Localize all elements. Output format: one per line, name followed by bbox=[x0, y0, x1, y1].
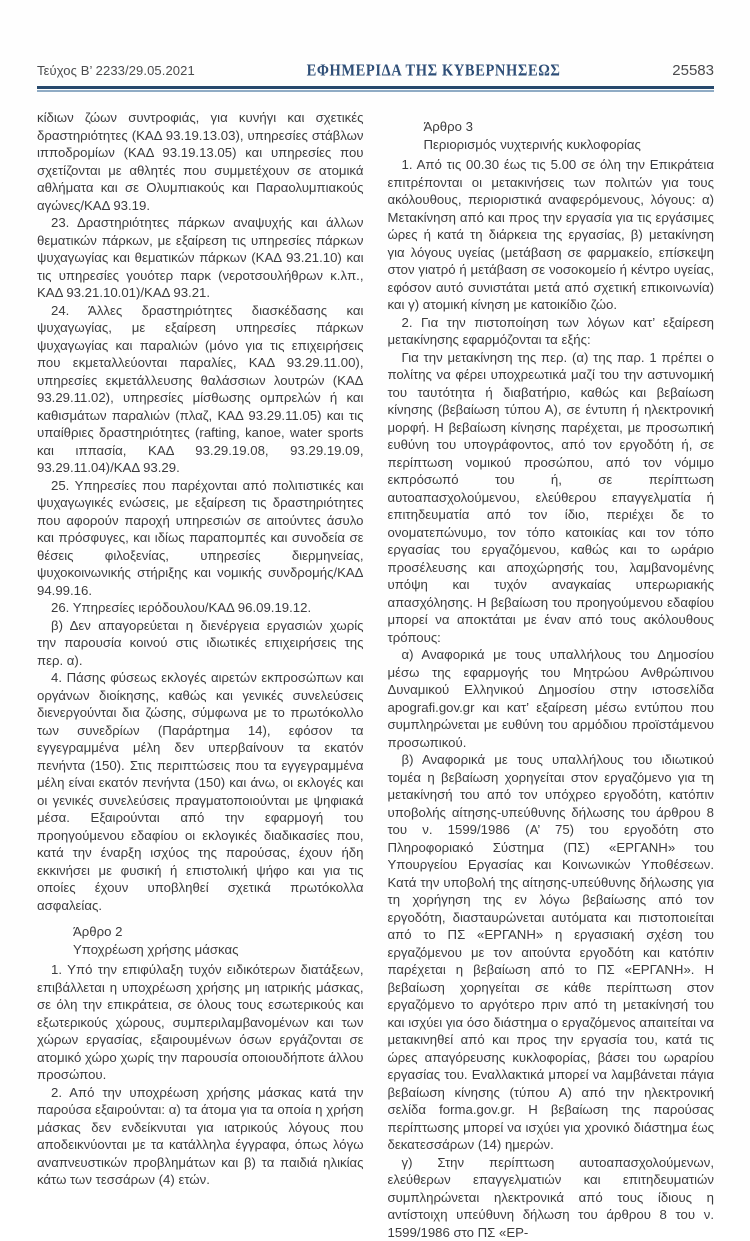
article-heading: Άρθρο 3 bbox=[388, 118, 715, 136]
left-column bbox=[37, 109, 364, 1190]
article-heading: Περιορισμός νυχτερινής κυκλοφορίας bbox=[388, 136, 715, 154]
paragraph: 26. Υπηρεσίες ιερόδουλου/ΚΑΔ 96.09.19.12. bbox=[37, 599, 364, 617]
paragraph: 1. Από τις 00.30 έως τις 5.00 σε όλη την Επικράτεια επιτρέπονται οι μετακινήσεις των πολιτών για τους ακόλουθους, περιοριστικά αναφερόμενους, λόγους: α) Μετακίνηση από και προς την εργασία για τις εργάσιμες ώρες ή κατά τη διάρκεια της εργασίας, β) μετακίνηση για λόγους υγείας (μετάβαση σε φαρμακείο, επίσκεψη στον γιατρό ή μετάβαση σε νοσοκομείο ή κέντρο υγείας, εφόσον αυτό συνιστάται μετά από σχετική επικοινωνία) και γ) ατομική κίνηση με κατοικίδιο ζώο. bbox=[388, 156, 715, 314]
paragraph: β) Δεν απαγορεύεται η διενέργεια εργασιών χωρίς την παρουσία κοινού στις ιδιωτικές επιχειρήσεις της περ. α). bbox=[37, 617, 364, 670]
paragraph: 2. Για την πιστοποίηση των λόγων κατ’ εξαίρεση μετακίνησης εφαρμόζονται τα εξής: bbox=[388, 314, 715, 349]
paragraph: γ) Στην περίπτωση αυτοαπασχολούμενων, ελεύθερων επαγγελματιών και επιτηδευματιών συμπληρώνεται ηλεκτρονικά από τους ίδιους η αντίστοιχη υπεύθυνη δήλωση του άρθρου 8 του ν. 1599/1986 στο ΠΣ «ΕΡ- bbox=[388, 1154, 715, 1241]
paragraph: 23. Δραστηριότητες πάρκων αναψυχής και άλλων θεματικών πάρκων, με εξαίρεση τις υπηρεσίες πάρκων ψυχαγωγίας και θεματικών πάρκων (ΚΑΔ 93.21.10) και τις υπηρεσίες γουότερ παρκ (νεροτσουλήθρων κ.λπ., ΚΑΔ 93.21.10.01)/ΚΑΔ 93.21. bbox=[37, 214, 364, 302]
paragraph: Για την μετακίνηση της περ. (α) της παρ. 1 πρέπει ο πολίτης να φέρει υποχρεωτικά μαζί του την αστυνομική του ταυτότητα ή διαβατήριο, καθώς και βεβαίωση κίνησης (βεβαίωση τύπου Α), σε έντυπη ή ηλεκτρονική μορφή. Η βεβαίωση κίνησης παρέχεται, με προσωπική ευθύνη του υπογράφοντος, από τον εργοδότη ή, σε περίπτωση νομικού προσώπου, από τον νόμιμο εκπρόσωπό του ή, σε περίπτωση αυτοαπασχολούμενου, ελεύθερου επαγγελματία ή επιτηδευματία από τον ίδιο, περιέχει δε το ονοματεπώνυμο, τον τόπο κατοικίας και τον τόπο εργασίας του εργαζόμενου, καθώς και το ωράριο προσέλευσης και αποχώρησής του, λαμβανομένης υπόψη και τυχόν αναγκαίας υπερωριακής απασχόλησης. Η βεβαίωση του προηγούμενου εδαφίου μπορεί να αποκτάται με έναν από τους ακόλουθους τρόπους: bbox=[388, 349, 715, 647]
page-body bbox=[37, 109, 714, 1190]
right-column bbox=[388, 109, 715, 1190]
article-heading: Υποχρέωση χρήσης μάσκας bbox=[37, 941, 364, 959]
header-rule-light-line bbox=[37, 90, 714, 92]
gazette-title: ΕΦΗΜΕΡΙΔΑ ΤΗΣ ΚΥΒΕΡΝΗΣΕΩΣ bbox=[307, 62, 561, 82]
header-rule bbox=[37, 86, 714, 92]
paragraph: κίδιων ζώων συντροφιάς, για κυνήγι και σχετικές δραστηριότητες (ΚΑΔ 93.19.13.03), υπηρεσίες στάβλων ιπποδρομίων (ΚΑΔ 93.19.13.05) και υπηρεσίες που σχετίζονται με αθλητές που συμμετέχουν σε ατομικά αθλήματα και σε Ολυμπιακούς και Παραολυμπιακούς αγώνες/ΚΑΔ 93.19. bbox=[37, 109, 364, 214]
page-header bbox=[37, 62, 714, 80]
paragraph: β) Αναφορικά με τους υπαλλήλους του ιδιωτικού τομέα η βεβαίωση χορηγείται στον εργαζόμενο για τη μετακίνησή του από τον υπόχρεο εργοδότη, κατόπιν υποβολής αίτησης-υπεύθυνης δήλωσης του άρθρου 8 του ν. 1599/1986 (Α’ 75) του εργοδότη στο Πληροφοριακό Σύστημα (ΠΣ) «ΕΡΓΑΝΗ» του Υπουργείου Εργασίας και Κοινωνικών Υποθέσεων. Κατά την υποβολή της αίτησης-υπεύθυνης δήλωσης για τη χορήγηση της εν λόγω βεβαίωσης από τον εργοδότη, διασταυρώνεται αυτόματα και πιστοποιείται από το ΠΣ «ΕΡΓΑΝΗ» η εργασιακή σχέση του εργαζόμενου με τον αιτούντα εργοδότη και κατόπιν παρέχεται η βεβαίωση από το ΠΣ «ΕΡΓΑΝΗ». Η βεβαίωση χορηγείται σε κάθε περίπτωση στον εργαζόμενο το αργότερο πριν από τη μετακίνησή του και ισχύει για όσο διάστημα ο εργαζόμενος απαιτείται να μετακινηθεί από και προς την εργασία του, κατά τις ώρες απαγόρευσης κυκλοφορίας, βάσει του ωραρίου εργασίας του. Εναλλακτικά μπορεί να λαμβάνεται πάγια βεβαίωση κίνησης (τύπου Α) από την ηλεκτρονική σελίδα forma.gov.gr. Η βεβαίωση της παρούσας περίπτωσης μπορεί να ισχύει για χρονικό διάστημα έως δεκατεσσάρων (14) ημερών. bbox=[388, 751, 715, 1154]
issue-label: Τεύχος Β’ 2233/29.05.2021 bbox=[37, 63, 195, 78]
paragraph: 25. Υπηρεσίες που παρέχονται από πολιτιστικές και ψυχαγωγικές ενώσεις, με εξαίρεση τις δραστηριότητες που αφορούν παροχή υπηρεσιών σε αιτούντες άσυλο και πρόσφυγες, και ιδίως παραπομπές και συνοδεία σε θέσεις φιλοξενίας, υπηρεσίες διερμηνείας, ψυχοκοινωνικής στήριξης και νομικής συνδρομής/ΚΑΔ 94.99.16. bbox=[37, 477, 364, 600]
paragraph: 24. Άλλες δραστηριότητες διασκέδασης και ψυχαγωγίας, με εξαίρεση υπηρεσίες πάρκων ψυχαγωγίας και παραλιών (μόνο για τις επιχειρήσεις που εκμεταλλεύονται παραλίες, ΚΑΔ 93.29.11.00), υπηρεσίες εκμετάλλευσης θαλάσσιων λουτρών (ΚΑΔ 93.29.11.02), υπηρεσίες μίσθωσης ομπρελών ή και καθισμάτων παραλιών (πλαζ, ΚΑΔ 93.29.11.05) και τις υπαίθριες δραστηριότητες (rafting, kanoe, water sports και ιππασία, ΚΑΔ 93.29.19.08, 93.29.19.09, 93.29.11.04)/ΚΑΔ 93.29. bbox=[37, 302, 364, 477]
page-number: 25583 bbox=[672, 62, 714, 79]
paragraph: α) Αναφορικά με τους υπαλλήλους του Δημοσίου μέσω της εφαρμογής του Μητρώου Ανθρώπινου Δυναμικού Ελληνικού Δημοσίου στην ιστοσελίδα apografi.gov.gr και κατ’ εξαίρεση μέσω εντύπου που συμπληρώνεται με ευθύνη του αρμόδιου προϊστάμενου προσωπικού. bbox=[388, 646, 715, 751]
paragraph: 2. Από την υποχρέωση χρήσης μάσκας κατά την παρούσα εξαιρούνται: α) τα άτομα για τα οποία η χρήση μάσκας δεν ενδείκνυται για ιατρικούς λόγους που αποδεικνύονται με τα κατάλληλα έγγραφα, όπως λόγω αναπνευστικών προβλημάτων και β) τα παιδιά ηλικίας κάτω των τεσσάρων (4) ετών. bbox=[37, 1084, 364, 1189]
paragraph: 1. Υπό την επιφύλαξη τυχόν ειδικότερων διατάξεων, επιβάλλεται η υποχρέωση χρήσης μη ιατρικής μάσκας, σε όλη την επικράτεια, σε όλους τους εσωτερικούς και εξωτερικούς χώρους, συμπεριλαμβανομένων και των χώρων εργασίας, εξαιρουμένων όσων εργάζονται σε ατομικό χώρο χωρίς την παρουσία οποιουδήποτε άλλου προσώπου. bbox=[37, 961, 364, 1084]
article-heading: Άρθρο 2 bbox=[37, 923, 364, 941]
paragraph: 4. Πάσης φύσεως εκλογές αιρετών εκπροσώπων και οργάνων διοίκησης, καθώς και γενικές συνελεύσεις διενεργούνται δια ζώσης, σύμφωνα με το πρωτόκολλο των συνεδρίων (Παράρτημα 14), εφόσον τα εγγεγραμμένα μέλη δεν υπερβαίνουν τα εκατόν πενήντα (150). Στις περιπτώσεις που τα εγγεγραμμένα μέλη είναι εκατόν πενήντα (150) και άνω, οι εκλογές και οι γενικές συνελεύσεις πραγματοποιούνται με ψηφιακά μέσα. Εξαιρούνται από την εφαρμογή του προηγούμενου εδαφίου οι εκλογικές διαδικασίες που, κατά την έναρξη ισχύος της παρούσας, έχουν ήδη εκκινήσει με φυσική ή επιστολική ψήφο και για τις οποίες έχουν υποβληθεί σχετικά πρωτόκολλα ασφαλείας. bbox=[37, 669, 364, 914]
